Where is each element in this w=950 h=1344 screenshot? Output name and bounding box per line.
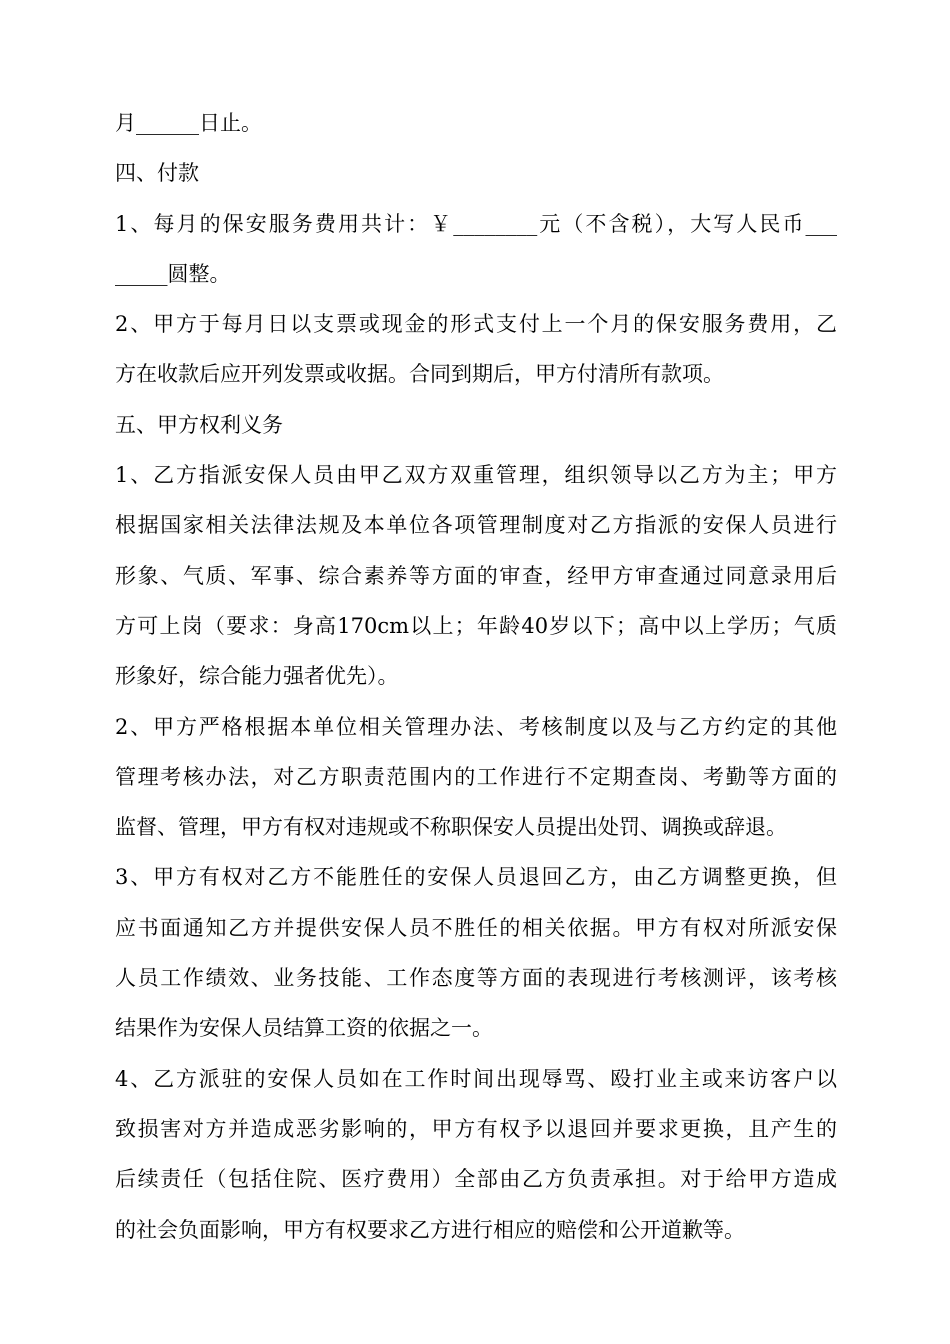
text-line: 1、每月的保安服务费用共计：￥________元（不含税），大写人民币___	[115, 211, 837, 236]
text-line: 方可上岗（要求：身高170cm以上；年龄40岁以下；高中以上学历；气质	[115, 613, 837, 638]
text-line: 根据国家相关法律法规及本单位各项管理制度对乙方指派的安保人员进行	[115, 513, 837, 538]
text-line: 2、甲方于每月日以支票或现金的形式支付上一个月的保安服务费用，乙	[115, 312, 837, 337]
text-line: 月______日止。	[115, 111, 262, 135]
text-line: 2、甲方严格根据本单位相关管理办法、考核制度以及与乙方约定的其他	[115, 714, 837, 739]
text-line: _____圆整。	[115, 261, 231, 286]
text-line: 方在收款后应开列发票或收据。合同到期后，甲方付清所有款项。	[115, 362, 724, 387]
text-line: 形象好，综合能力强者优先）。	[115, 664, 399, 689]
text-line: 4、乙方派驻的安保人员如在工作时间出现辱骂、殴打业主或来访客户以	[115, 1066, 837, 1091]
section-heading: 五、甲方权利义务	[115, 412, 283, 437]
text-line: 监督、管理，甲方有权对违规或不称职保安人员提出处罚、调换或辞退。	[115, 815, 787, 840]
text-line: 3、甲方有权对乙方不能胜任的安保人员退回乙方，由乙方调整更换，但	[115, 865, 837, 890]
text-line: 结果作为安保人员结算工资的依据之一。	[115, 1016, 493, 1041]
text-line: 的社会负面影响，甲方有权要求乙方进行相应的赔偿和公开道歉等。	[115, 1217, 745, 1242]
text-line: 后续责任（包括住院、医疗费用）全部由乙方负责承担。对于给甲方造成	[115, 1167, 837, 1192]
text-line: 管理考核办法，对乙方职责范围内的工作进行不定期查岗、考勤等方面的	[115, 764, 837, 789]
text-line: 人员工作绩效、业务技能、工作态度等方面的表现进行考核测评，该考核	[115, 966, 837, 991]
text-line: 1、乙方指派安保人员由甲乙双方双重管理，组织领导以乙方为主；甲方	[115, 463, 837, 488]
text-line: 形象、气质、军事、综合素养等方面的审查，经甲方审查通过同意录用后	[115, 563, 837, 588]
text-line: 致损害对方并造成恶劣影响的，甲方有权予以退回并要求更换，且产生的	[115, 1116, 837, 1141]
document-body	[115, 98, 837, 1255]
section-heading: 四、付款	[115, 161, 199, 186]
text-line: 应书面通知乙方并提供安保人员不胜任的相关依据。甲方有权对所派安保	[115, 915, 837, 940]
